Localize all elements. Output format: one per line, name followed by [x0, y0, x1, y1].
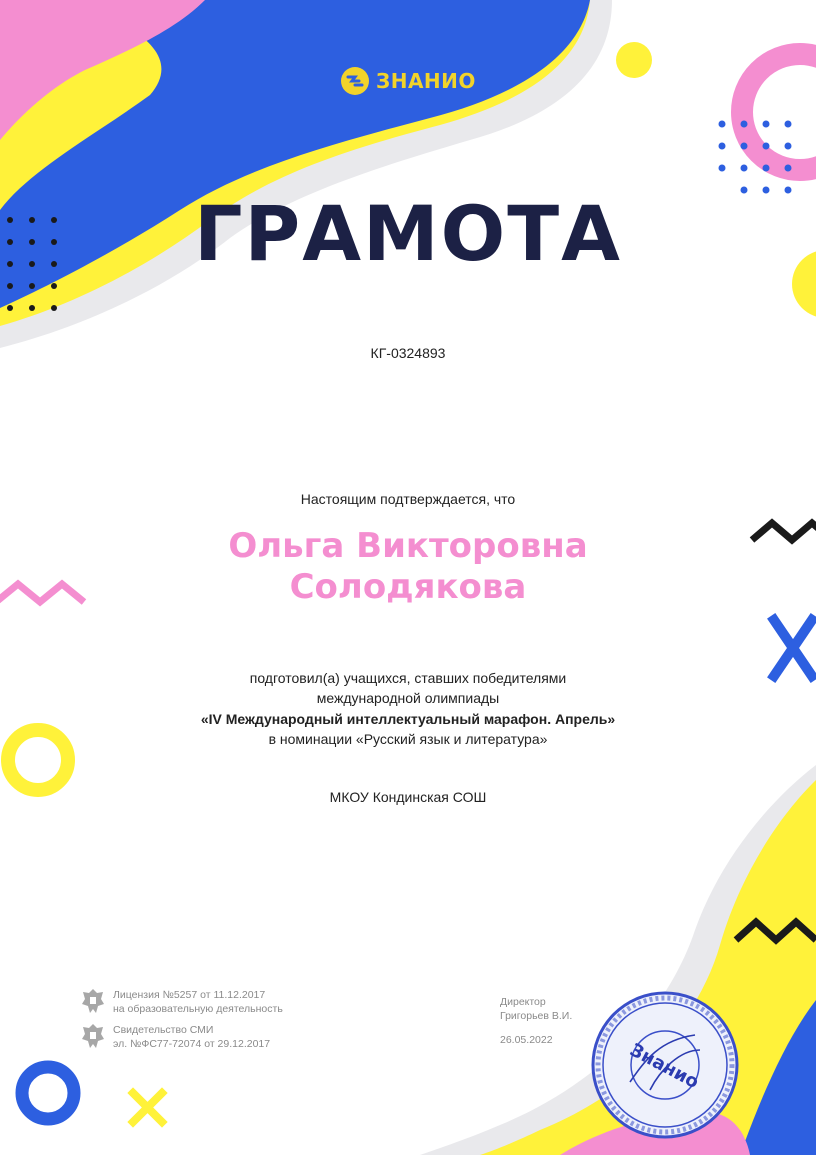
issue-date: 26.05.2022: [500, 1034, 553, 1046]
yellow-cross-bottom: [133, 1093, 162, 1122]
stamp-center-text: Знанио: [626, 1039, 703, 1094]
license-line1: Лицензия №5257 от 11.12.2017: [113, 989, 266, 1001]
achievement-line1: подготовил(а) учащихся, ставших победителями: [249, 670, 567, 686]
recipient-name-line1: Ольга Викторовна: [228, 526, 588, 566]
blue-ring-bottom-left: [22, 1067, 74, 1119]
school-name: МКОУ Кондинская СОШ: [329, 789, 487, 805]
achievement-line2: международной олимпиады: [316, 690, 500, 707]
brand-name: ЗНАНИО: [376, 69, 476, 93]
achievement-text: [0, 668, 816, 749]
recipient-name: [0, 526, 816, 608]
certificate-number: КГ-0324893: [370, 345, 446, 361]
nomination-text: в номинации «Русский язык и литература»: [268, 730, 548, 747]
brand-logo: [340, 64, 476, 98]
event-name: «IV Международный интеллектуальный марафон. Апрель»: [200, 710, 616, 727]
license-info: [113, 988, 283, 1016]
media-line2: эл. №ФС77-72074 от 29.12.2017: [113, 1038, 271, 1051]
director-label: Директор: [500, 996, 546, 1008]
recipient-name-line2: Солодякова: [289, 566, 527, 607]
stamp-seal: [590, 990, 740, 1140]
intro-text: Настоящим подтверждается, что: [300, 491, 516, 507]
media-info: [113, 1023, 270, 1051]
emblem-icon: [80, 987, 106, 1015]
certificate-title: ГРАМОТА: [194, 189, 622, 278]
pink-ring-top-right: [742, 54, 816, 170]
director-block: [500, 995, 572, 1023]
logo-icon: [340, 66, 370, 96]
media-line1: Свидетельство СМИ: [113, 1024, 214, 1036]
emblem-icon: [80, 1022, 106, 1050]
yellow-dot-top: [616, 42, 652, 78]
license-line2: на образовательную деятельность: [113, 1003, 283, 1016]
director-name: Григорьев В.И.: [500, 1010, 573, 1023]
